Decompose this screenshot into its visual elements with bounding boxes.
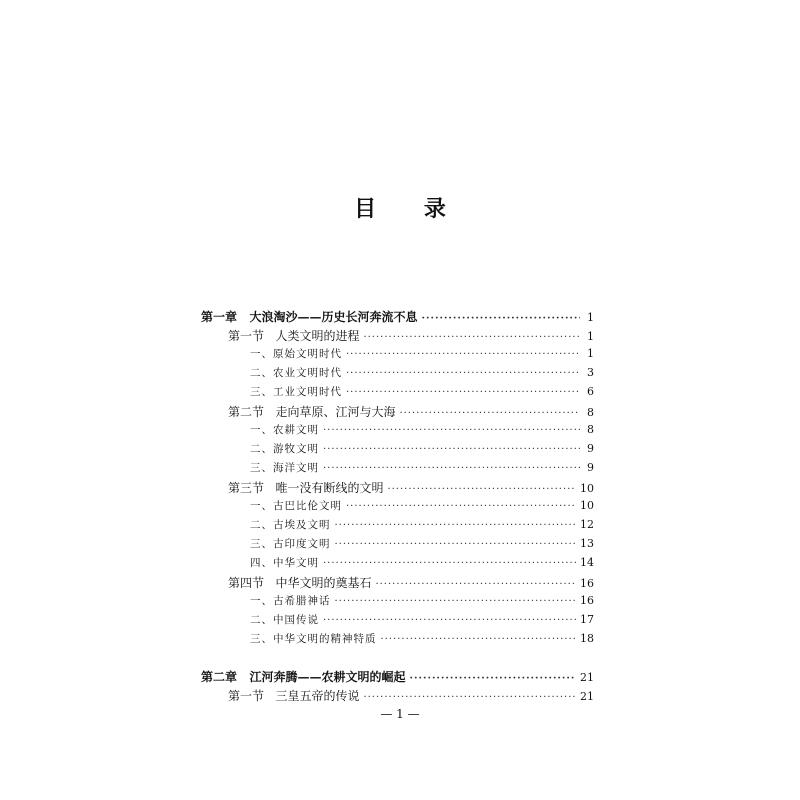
toc-entry-title: 二、农业文明时代 bbox=[250, 367, 342, 379]
toc-entry-title: 二、游牧文明 bbox=[250, 443, 319, 455]
dot-leader bbox=[323, 558, 576, 569]
dot-leader bbox=[323, 463, 580, 474]
dot-leader bbox=[363, 692, 576, 703]
toc-entry-sub bbox=[250, 555, 594, 574]
toc-entry-sub bbox=[250, 631, 594, 650]
toc-page-number: 12 bbox=[580, 518, 594, 531]
dot-leader bbox=[422, 313, 580, 324]
dot-leader bbox=[335, 596, 577, 607]
page-number-footer: — 1 — bbox=[380, 707, 420, 721]
toc-entry-sub bbox=[250, 365, 594, 384]
toc-page-number: 6 bbox=[587, 385, 594, 398]
dot-leader bbox=[346, 387, 580, 398]
toc-entry-sub bbox=[250, 384, 594, 403]
toc-entry-sub bbox=[250, 612, 594, 631]
toc-entry-title: 二、中国传说 bbox=[250, 614, 319, 626]
toc-entry-sub bbox=[250, 441, 594, 460]
dot-leader bbox=[335, 520, 577, 531]
toc-page-number: 16 bbox=[580, 577, 594, 590]
toc-entry-section bbox=[228, 403, 594, 422]
toc-entry-title: 三、工业文明时代 bbox=[250, 386, 342, 398]
toc-page-number: 8 bbox=[587, 406, 594, 419]
toc-page-number: 17 bbox=[580, 613, 594, 626]
toc-page-number: 10 bbox=[580, 482, 594, 495]
toc-entry-chapter bbox=[201, 668, 594, 687]
toc-entry-sub bbox=[250, 460, 594, 479]
dot-leader bbox=[410, 673, 576, 684]
dot-leader bbox=[346, 501, 576, 512]
toc-page-number: 14 bbox=[580, 556, 594, 569]
toc-entry-title: 三、海洋文明 bbox=[250, 462, 319, 474]
toc-entry-title: 二、古埃及文明 bbox=[250, 519, 331, 531]
toc-page-number: 16 bbox=[580, 594, 594, 607]
toc-entry-title: 一、古希腊神话 bbox=[250, 595, 331, 607]
toc-entry-section bbox=[228, 687, 594, 706]
toc-entry-section bbox=[228, 574, 594, 593]
toc-page-number: 21 bbox=[580, 671, 594, 684]
toc-page-number: 3 bbox=[587, 366, 594, 379]
page-title: 目 录 bbox=[354, 196, 466, 222]
toc-page-number: 18 bbox=[580, 632, 594, 645]
dot-leader bbox=[399, 408, 580, 419]
toc-entry-sub bbox=[250, 498, 594, 517]
toc-entry-title: 三、古印度文明 bbox=[250, 538, 331, 550]
toc-page-number: 13 bbox=[580, 537, 594, 550]
dot-leader bbox=[323, 425, 580, 436]
dot-leader bbox=[335, 539, 577, 550]
dot-leader bbox=[375, 579, 576, 590]
toc-entry-section bbox=[228, 327, 594, 346]
toc-entry-title: 第三节 唯一没有断线的文明 bbox=[228, 481, 384, 495]
dot-leader bbox=[346, 368, 580, 379]
dot-leader bbox=[346, 349, 580, 360]
dot-leader bbox=[381, 634, 577, 645]
dot-leader bbox=[323, 615, 576, 626]
toc-page-number: 9 bbox=[587, 442, 594, 455]
toc-page-number: 1 bbox=[587, 311, 594, 324]
toc-entry-title: 四、中华文明 bbox=[250, 557, 319, 569]
toc-page-number: 1 bbox=[587, 347, 594, 360]
toc-entry-sub bbox=[250, 536, 594, 555]
toc-entry-title: 第一章 大浪淘沙——历史长河奔流不息 bbox=[201, 310, 418, 324]
toc-entry-title: 第二章 江河奔腾——农耕文明的崛起 bbox=[201, 670, 406, 684]
toc-page-number: 21 bbox=[580, 690, 594, 703]
toc-entry-sub bbox=[250, 517, 594, 536]
dot-leader bbox=[323, 444, 580, 455]
dot-leader bbox=[387, 484, 576, 495]
toc-entry-title: 一、古巴比伦文明 bbox=[250, 500, 342, 512]
toc-page-number: 9 bbox=[587, 461, 594, 474]
toc-entry-title: 三、中华文明的精神特质 bbox=[250, 633, 377, 645]
toc-entry-sub bbox=[250, 593, 594, 612]
toc-entry-title: 一、农耕文明 bbox=[250, 424, 319, 436]
toc-entry-title: 第一节 三皇五帝的传说 bbox=[228, 689, 360, 703]
toc-entry-title: 第一节 人类文明的进程 bbox=[228, 329, 360, 343]
toc-entry-title: 一、原始文明时代 bbox=[250, 348, 342, 360]
toc-entry-title: 第四节 中华文明的奠基石 bbox=[228, 576, 372, 590]
toc-entry-sub bbox=[250, 346, 594, 365]
toc-page-number: 1 bbox=[587, 330, 594, 343]
toc-entry-title: 第二节 走向草原、江河与大海 bbox=[228, 405, 396, 419]
toc-entry-sub bbox=[250, 422, 594, 441]
toc-entry-section bbox=[228, 479, 594, 498]
dot-leader bbox=[363, 332, 580, 343]
toc-entry-chapter bbox=[201, 308, 594, 327]
toc-page-number: 8 bbox=[587, 423, 594, 436]
toc-page-number: 10 bbox=[580, 499, 594, 512]
